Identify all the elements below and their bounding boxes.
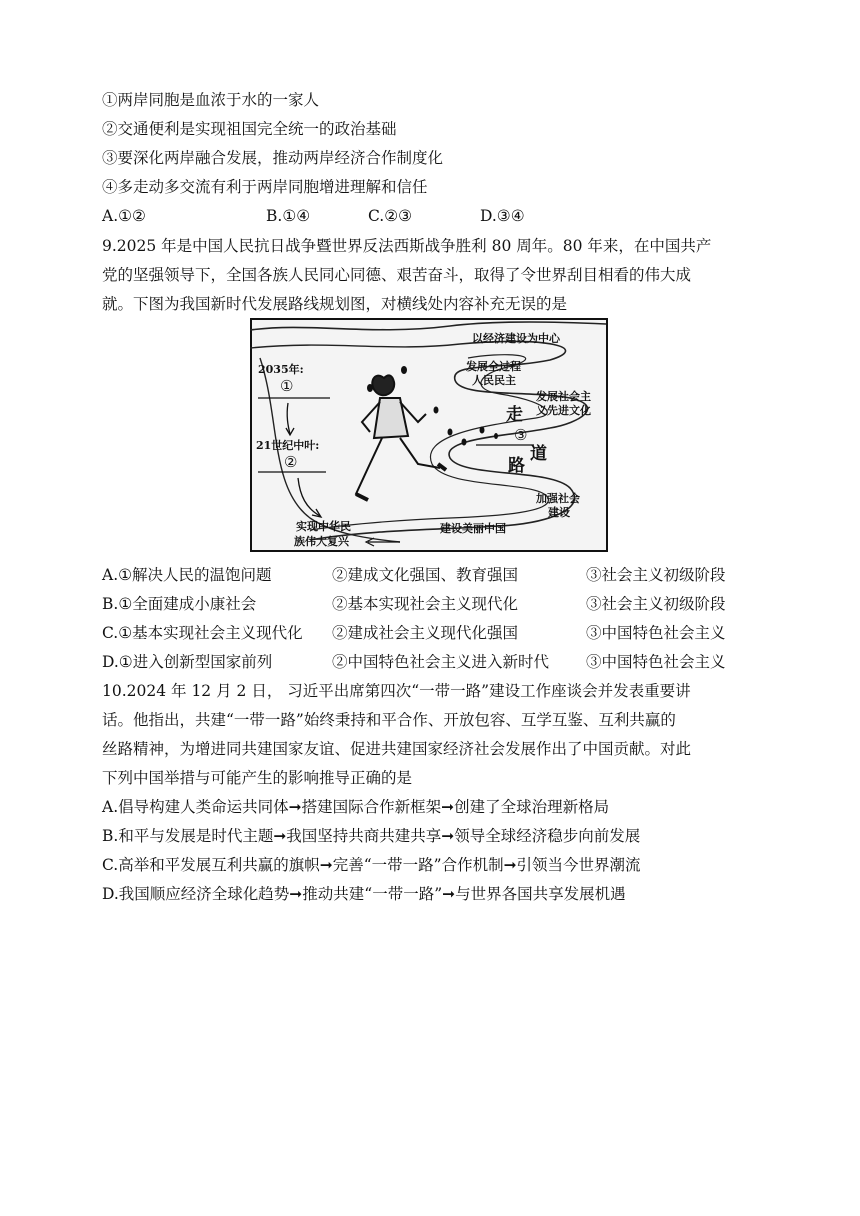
- q9-option-b-part-3: ③社会主义初级阶段: [586, 595, 726, 613]
- road-label-1: 以经济建设为中心: [472, 332, 560, 345]
- road-char-zou: 走: [506, 405, 523, 425]
- q10-stem-line-4: 下列中国举措与可能产生的影响推导正确的是: [102, 769, 413, 787]
- goal-line-1: 实现中华民: [296, 520, 351, 533]
- q8-statement-2: ②交通便利是实现祖国完全统一的政治基础: [102, 120, 397, 138]
- q9-option-d-part-1: D.①进入创新型国家前列: [102, 653, 273, 671]
- road-label-2a: 发展全过程: [466, 360, 521, 373]
- road-label-3b: 义先进文化: [536, 404, 591, 417]
- q8-option-a[interactable]: A.①②: [102, 207, 146, 225]
- q10-stem-line-3: 丝路精神，为增进同共建国家友谊、促进共建国家经济社会发展作出了中国贡献。对此: [102, 740, 692, 758]
- q9-option-c-part-3: ③中国特色社会主义: [586, 624, 726, 642]
- q9-option-c[interactable]: [102, 623, 802, 643]
- road-char-lu: 路: [508, 456, 525, 476]
- q9-option-a-part-1: A.①解决人民的温饱问题: [102, 566, 272, 584]
- q8-option-b[interactable]: B.①④: [266, 207, 311, 225]
- q9-option-c-part-1: C.①基本实现社会主义现代化: [102, 624, 303, 642]
- q9-option-b-part-1: B.①全面建成小康社会: [102, 595, 257, 613]
- q9-option-d[interactable]: [102, 652, 802, 672]
- q9-option-d-part-3: ③中国特色社会主义: [586, 653, 726, 671]
- q9-option-b-part-2: ②基本实现社会主义现代化: [332, 595, 519, 613]
- q10-option-c[interactable]: C.高举和平发展互利共赢的旗帜➞完善“一带一路”合作机制➞引领当今世界潮流: [102, 856, 641, 874]
- development-roadmap-figure: [250, 318, 608, 552]
- road-label-4b: 建设: [548, 506, 570, 519]
- q10-stem-line-2: 话。他指出，共建“一带一路”始终秉持和平合作、开放包容、互学互鉴、互利共赢的: [102, 711, 676, 729]
- q8-statement-3: ③要深化两岸融合发展，推动两岸经济合作制度化: [102, 149, 444, 167]
- q8-option-c[interactable]: C.②③: [368, 207, 413, 225]
- q9-stem-line-2: 党的坚强领导下，全国各族人民同心同德、艰苦奋斗，取得了令世界刮目相看的伟大成: [102, 266, 692, 284]
- q8-statement-4: ④多走动多交流有利于两岸同胞增进理解和信任: [102, 178, 428, 196]
- figure-mark-2: ②: [284, 453, 298, 471]
- q9-stem-line-1: 9.2025 年是中国人民抗日战争暨世界反法西斯战争胜利 80 周年。80 年来，在中国共产: [102, 237, 712, 255]
- q8-option-d[interactable]: D.③④: [480, 207, 525, 225]
- q10-stem-line-1: 10.2024 年 12 月 2 日， 习近平出席第四次“一带一路”建设工作座谈会并发表重要讲: [102, 682, 691, 700]
- road-char-dao: 道: [530, 444, 547, 464]
- q8-statement-1: ①两岸同胞是血浓于水的一家人: [102, 91, 320, 109]
- q9-option-a-part-2: ②建成文化强国、教育强国: [332, 566, 519, 584]
- q10-option-b[interactable]: B.和平与发展是时代主题➞我国坚持共商共建共享➞领导全球经济稳步向前发展: [102, 827, 641, 845]
- q9-option-a[interactable]: [102, 565, 802, 585]
- road-label-2b: 人民民主: [472, 374, 516, 387]
- label-mid-century: 21世纪中叶:: [256, 439, 320, 452]
- q9-option-d-part-2: ②中国特色社会主义进入新时代: [332, 653, 550, 671]
- goal-line-2: 族伟大复兴: [294, 535, 349, 548]
- q8-options: [102, 206, 802, 226]
- q9-option-a-part-3: ③社会主义初级阶段: [586, 566, 726, 584]
- q9-stem-line-3: 就。下图为我国新时代发展路线规划图，对横线处内容补充无误的是: [102, 295, 568, 313]
- q10-option-a[interactable]: A.倡导构建人类命运共同体➞搭建国际合作新框架➞创建了全球治理新格局: [102, 798, 610, 816]
- figure-mark-3: ③: [514, 426, 528, 444]
- road-label-5: 建设美丽中国: [440, 522, 506, 535]
- road-label-4a: 加强社会: [536, 492, 580, 505]
- road-label-3a: 发展社会主: [536, 390, 591, 403]
- q9-option-b[interactable]: [102, 594, 802, 614]
- label-2035: 2035年:: [258, 363, 304, 376]
- q9-option-c-part-2: ②建成社会主义现代化强国: [332, 624, 519, 642]
- figure-mark-1: ①: [280, 377, 294, 395]
- q10-option-d[interactable]: D.我国顺应经济全球化趋势➞推动共建“一带一路”➞与世界各国共享发展机遇: [102, 885, 626, 903]
